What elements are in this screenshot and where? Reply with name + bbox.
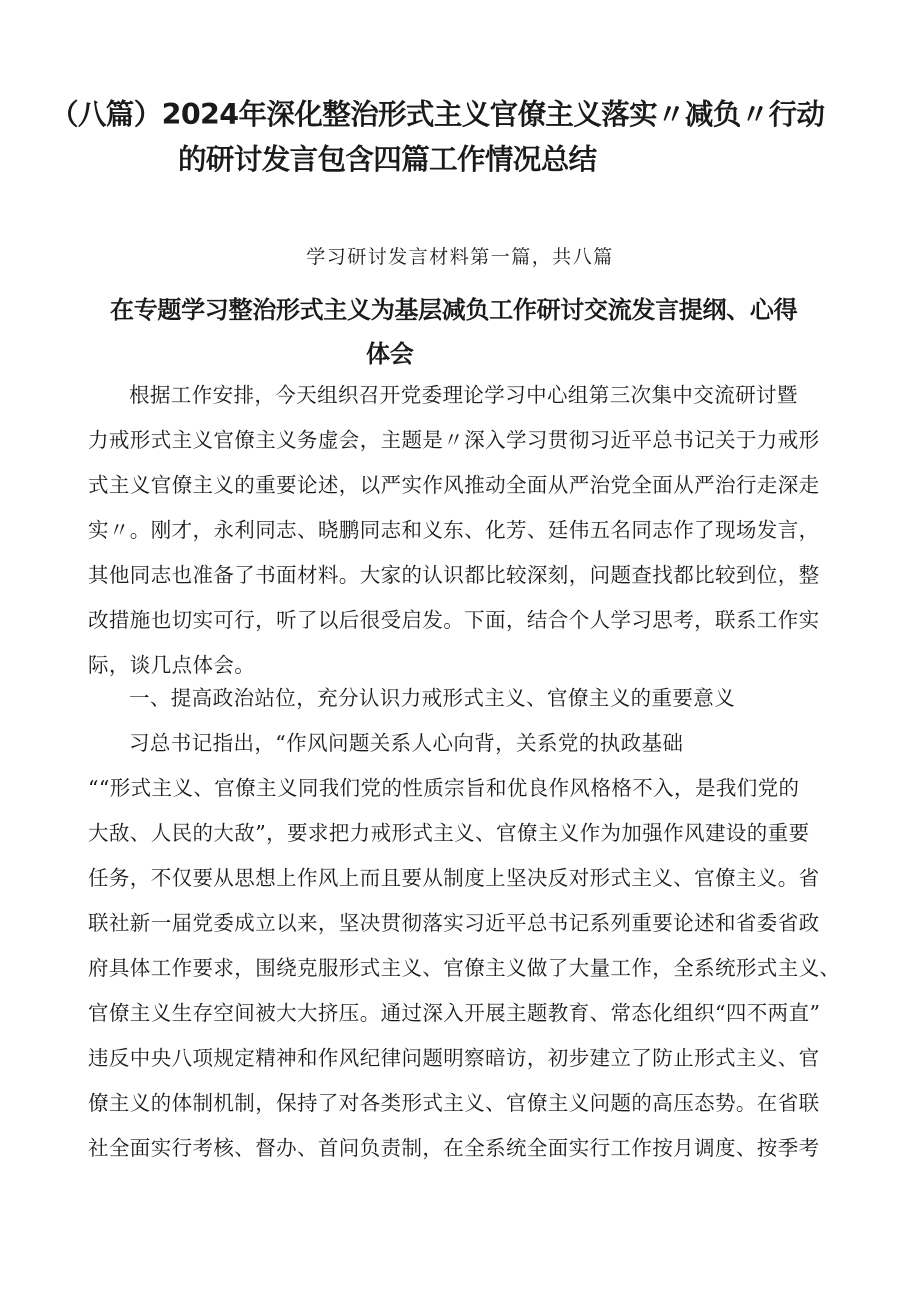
paragraph-line: 任务，不仅要从思想上作风上而且要从制度上坚决反对形式主义、官僚主义。省 [88,866,820,890]
paragraph-body [88,766,864,1171]
paragraph-line: 联社新一届党委成立以来，坚决贯彻落实习近平总书记系列重要论述和省委省政 [88,911,820,935]
paragraph-line: 官僚主义生存空间被大大挤压。通过深入开展主题教育、常态化组织“四不两直” [88,1001,821,1025]
paragraph-line: 社全面实行考核、督办、首问负责制，在全系统全面实行工作按月调度、按季考 [88,1136,820,1160]
paragraph-line: 其他同志也准备了书面材料。大家的认识都比较深刻，问题查找都比较到位，整 [88,563,820,587]
section-title [110,288,890,376]
paragraph-line: 僚主义的体制机制，保持了对各类形式主义、官僚主义问题的高压态势。在省联 [88,1091,820,1115]
document-title-line-2: 的研讨发言包含四篇工作情况总结 [178,143,597,176]
section-title-line-1: 在专题学习整治形式主义为基层减负工作研讨交流发言提纲、心得 [110,296,798,324]
paragraph-intro [88,373,864,688]
paragraph-line: 改措施也切实可行，听了以后很受启发。下面，结合个人学习思考，联系工作实 [88,608,820,632]
heading-one [88,676,864,721]
quote-intro-text: 习总书记指出，“作风问题关系人心向背，关系党的执政基础 [129,731,684,755]
paragraph-line: 式主义官僚主义的重要论述，以严实作风推动全面从严治党全面从严治行走深走 [88,473,820,497]
quote-intro [88,721,864,766]
heading-one-text: 一、提高政治站位，充分认识力戒形式主义、官僚主义的重要意义 [129,686,736,710]
section-title-line-2: 体会 [366,340,414,368]
document-title-line-1: （八篇）2024年深化整治形式主义官僚主义落实〃减负〃行动 [50,98,825,131]
paragraph-line: ““形式主义、官僚主义同我们党的性质宗旨和优良作风格格不入，是我们党的 [88,776,800,800]
paragraph-line: 根据工作安排，今天组织召开党委理论学习中心组第三次集中交流研讨暨 [129,383,798,407]
paragraph-line: 实〃。刚才，永利同志、晓鹏同志和义东、化芳、廷伟五名同志作了现场发言， [88,518,820,542]
document-title [50,92,880,182]
part-subheading: 学习研讨发言材料第一篇，共八篇 [306,246,614,268]
paragraph-line: 力戒形式主义官僚主义务虚会，主题是〃深入学习贯彻习近平总书记关于力戒形 [88,428,820,452]
paragraph-line: 违反中央八项规定精神和作风纪律问题明察暗访，初步建立了防止形式主义、官 [88,1046,820,1070]
paragraph-line: 大敌、人民的大敌”，要求把力戒形式主义、官僚主义作为加强作风建设的重要 [88,821,810,845]
paragraph-line: 际，谈几点体会。 [88,653,256,677]
paragraph-line: 府具体工作要求，围绕克服形式主义、官僚主义做了大量工作，全系统形式主义、 [88,956,841,980]
